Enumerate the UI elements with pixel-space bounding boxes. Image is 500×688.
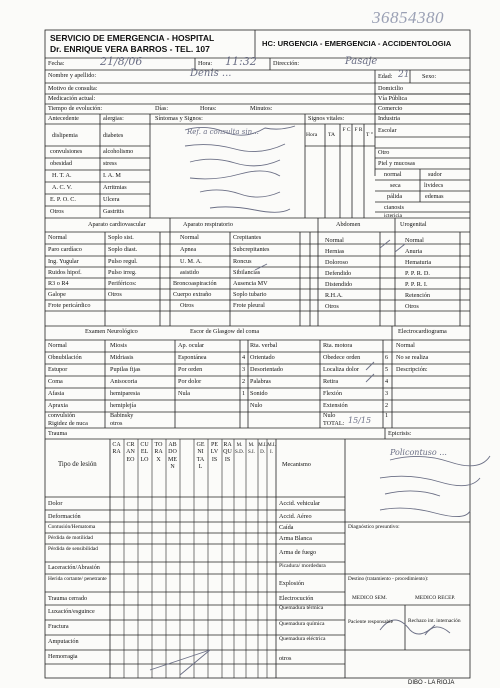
ocular-item: Espontánea: [178, 354, 207, 361]
antecedente-item: dislipemia: [52, 132, 78, 139]
motora-item: Nulo: [323, 412, 336, 419]
lesion-col-raquis: RAQUIS: [223, 442, 232, 463]
horas-label: Horas:: [200, 105, 217, 112]
cardio-item: Periféricos:: [108, 280, 137, 287]
lesion-col-mii: M.I.I.: [267, 443, 276, 456]
stamp-number: 36854380: [372, 8, 444, 27]
tiempo-label: Tiempo de evolución:: [48, 105, 103, 112]
neuro-mid-item: Anisocoria: [110, 378, 138, 385]
fecha-value: 21/8/06: [100, 55, 143, 68]
abdomen-item: Defendido: [325, 270, 352, 277]
medico-sem-label: MEDICO SEM.: [352, 595, 388, 601]
resp-item: Crepitantes: [233, 234, 262, 241]
antecedente-item: obesidad: [50, 160, 72, 167]
vital-col: Hora: [306, 132, 318, 138]
neuro-mid-item: Miosis: [110, 342, 127, 349]
vital-col: F C: [342, 127, 351, 133]
piel-item: pálida: [387, 193, 403, 200]
antecedente-item: convulsiones: [50, 148, 83, 155]
antecedente-item: Otros: [50, 208, 64, 215]
ocular-item: Nula: [178, 390, 191, 397]
resp-item: U. M. A.: [180, 258, 202, 265]
cardio-item: Paro cardíaco: [48, 246, 82, 253]
resp-item: Otros: [180, 302, 194, 309]
motora-item: Localiza dolor: [323, 366, 359, 373]
resp-item: asistido: [180, 269, 199, 276]
domicilio-label: Domicilio: [378, 85, 404, 92]
motora-score: 6: [385, 354, 389, 361]
urogenital-item: Anuria: [405, 248, 423, 255]
motora-score: 4: [385, 378, 389, 385]
lesion-row: Herida cortante/ penetrante: [48, 576, 107, 582]
nombre-value: Denis ...: [190, 68, 232, 79]
antecedente-item: Ulcera: [103, 196, 120, 203]
abdomen-item: Normal: [325, 237, 344, 244]
ocular-score: 1: [242, 390, 246, 397]
ocular-title: Ap. ocular: [178, 342, 205, 349]
ocular-score: 4: [242, 354, 246, 361]
cardio-item: Frote pericárdico: [48, 302, 91, 309]
neuro-left-item: Afasia: [48, 390, 65, 397]
antecedente-item: alcoholismo: [103, 148, 134, 155]
ecg-item: No se realiza: [396, 354, 429, 361]
total-value: 15/15: [348, 416, 372, 425]
lesion-col-mid: M.I.D.: [258, 443, 267, 456]
fecha-label: Fecha:: [48, 60, 65, 67]
resp-item: Frote pleural: [233, 302, 265, 309]
lesion-col-msd: M.S.D.: [235, 443, 244, 456]
lesion-col-cara: CARA: [112, 442, 121, 456]
industria-label: Industria: [378, 115, 400, 122]
cardio-item: Pulso regul.: [108, 258, 138, 265]
resp-item: Broncoaspiración: [173, 280, 217, 287]
neuro-mid-item: hemiplejía: [110, 402, 137, 409]
cardio-item: Soplo diast.: [108, 246, 138, 253]
neuro-mid-item: Pupilas fijas: [110, 366, 141, 373]
lesion-col-msi: M.S.I.: [248, 443, 255, 456]
lesion-col-torax: TORAX: [154, 442, 163, 463]
piel-item: lividecs: [424, 182, 444, 189]
vital-col: T °: [366, 132, 373, 138]
lesion-col-abdomen: ABDOMEN: [168, 442, 177, 470]
motivo-label: Motivo de consulta:: [48, 85, 98, 92]
antecedente-item: H. T. A.: [52, 172, 72, 179]
piel-item: normal: [384, 171, 402, 178]
epicrisis-label: Epicrisis:: [388, 430, 412, 437]
neuro-mid-item: hemiparesia: [110, 390, 140, 397]
mecanismo-row: Quemadura eléctrica: [279, 636, 326, 642]
mecanismo-row: Arma de fuego: [279, 549, 317, 556]
antecedente-item: I. A. M: [103, 172, 121, 179]
vital-col: TA: [328, 132, 336, 138]
antecedente-item: Gastritis: [103, 208, 124, 215]
lesion-row: Pérdida de motilidad: [48, 535, 93, 541]
cardio-title: Aparato cardiovascular: [88, 221, 146, 228]
mecanismo-row: Explosión: [279, 580, 305, 587]
resp-item: Normal: [180, 234, 199, 241]
via-publica-label: Vía Pública: [378, 95, 408, 102]
urogenital-item: Otros: [405, 303, 419, 310]
mecanismo-row: Arma Blanca: [279, 535, 312, 542]
ocular-score: 2: [242, 378, 246, 385]
neuro-left-item: Estupor: [48, 366, 68, 373]
abdomen-title: Abdomen: [336, 221, 361, 228]
edad-label: Edad:: [378, 73, 393, 80]
neuro-left-item: Coma: [48, 378, 63, 385]
antecedente-item: E. P. O. C.: [50, 196, 76, 203]
motora-score: 3: [385, 390, 389, 397]
motora-item: Obedece orden: [323, 354, 361, 361]
neuro-title: Examen Neurológico: [85, 328, 138, 335]
urogenital-item: Normal: [405, 237, 424, 244]
antecedente-item: diabetes: [103, 132, 124, 139]
motora-title: Rta. motora: [323, 342, 353, 349]
resp-item: Soplo tubario: [233, 291, 267, 298]
escolar-label: Escolar: [378, 127, 397, 134]
resp-item: Sibilancias: [233, 269, 261, 276]
resp-item: Subcrepitantes: [233, 246, 270, 253]
resp-title: Aparato respiratorio: [183, 221, 233, 228]
cardio-item: Ruidos hipof.: [48, 269, 82, 276]
lesion-row: Deformación: [48, 513, 81, 520]
lesion-col-pelvis: PELVIS: [210, 442, 219, 463]
motora-item: Retira: [323, 378, 339, 385]
mecanismo-row: Accid. vehicular: [279, 500, 320, 507]
vital-col: F R: [354, 127, 363, 133]
verbal-item: Palabras: [250, 378, 271, 385]
resp-item: Ausencia MV: [233, 280, 268, 287]
tipo-lesion-label: Tipo de lesión: [58, 461, 97, 468]
minutos-label: Minutos:: [250, 105, 273, 112]
ocular-item: Por dolor: [178, 378, 202, 385]
trauma-title: Trauma: [48, 430, 68, 437]
comercio-label: Comercio: [378, 105, 403, 112]
rechazo-label: Rechazo int. internación: [408, 618, 461, 624]
motora-score: 1: [385, 412, 389, 419]
urogenital-item: Hematuria: [405, 259, 432, 266]
motora-item: Extensión: [323, 402, 348, 409]
sintomas-label: Síntomas y Signos:: [155, 115, 203, 122]
mecanismo-label: Mecanismo: [282, 461, 311, 468]
paciente-resp-label: Paciente responsable: [348, 619, 394, 625]
abdomen-item: Hernias: [325, 248, 345, 255]
sintomas-value: Ref. a consulta sin...: [187, 128, 259, 136]
cardio-item: Normal: [48, 234, 67, 241]
alergias-label: alergias:: [103, 115, 124, 122]
piel-item: sudor: [428, 171, 442, 178]
lesion-row: Fractura: [48, 623, 69, 630]
piel-item: edemas: [425, 193, 444, 200]
mecanismo-row: Picadura/ mordedura: [279, 563, 326, 569]
lesion-row: Luxación/esguince: [48, 608, 95, 615]
verbal-item: Desorientado: [250, 366, 283, 373]
neuro-left-item: Obnubilación: [48, 354, 82, 361]
lesion-row: Contusión/Hematoma: [48, 524, 96, 530]
edad-value: 21: [398, 70, 410, 80]
total-label: TOTAL:: [323, 420, 345, 427]
mecanismo-row: Accid. Aéreo: [279, 513, 312, 520]
motora-score: 5: [385, 366, 389, 373]
verbal-item: Sonido: [250, 390, 268, 397]
resp-item: Roncus: [233, 258, 252, 265]
footer: DIBO - LA RIOJA: [408, 680, 455, 686]
neuro-left-item: Normal: [48, 342, 67, 349]
cardio-item: Otros: [108, 291, 122, 298]
motora-item: Flexión: [323, 390, 342, 397]
verbal-item: Nulo: [250, 402, 263, 409]
lesion-row: Trauma cerrado: [48, 595, 88, 602]
institution-line2: Dr. ENRIQUE VERA BARROS - TEL. 107: [50, 44, 210, 54]
abdomen-item: Distendido: [325, 281, 353, 288]
neuro-mid-item: otros: [110, 420, 123, 427]
cardio-item: Ing. Yugular: [48, 258, 79, 265]
medicacion-label: Medicación actual:: [48, 95, 96, 102]
mecanismo-row: otros: [279, 655, 292, 662]
verbal-title: Rta. verbal: [250, 342, 278, 349]
sexo-label: Sexo:: [422, 73, 437, 80]
cardio-item: Soplo sist.: [108, 234, 134, 241]
glasgow-title: Escor de Glasgow del coma: [190, 328, 260, 335]
direccion-label: Dirección:: [273, 60, 300, 67]
mecanismo-row: Caída: [279, 524, 294, 531]
piel-item: ictericia: [384, 213, 403, 219]
neuro-left-item: Rigidez de nuca: [48, 420, 88, 427]
abdomen-item: Doloroso: [325, 259, 349, 266]
lesion-row: Dolor: [48, 500, 63, 507]
abdomen-item: Otros: [325, 303, 339, 310]
antecedente-label: Antecedente: [48, 115, 79, 122]
neuro-left-item: convulsión: [48, 412, 76, 419]
lesion-row: Pérdida de sensibilidad: [48, 546, 99, 552]
piel-item: seca: [390, 182, 401, 189]
hc-title: HC: URGENCIA - EMERGENCIA - ACCIDENTOLOGIA: [262, 39, 452, 48]
verbal-item: Orientado: [250, 354, 275, 361]
urogenital-item: Retención: [405, 292, 431, 299]
lesion-col-craneo: CRANEO: [126, 442, 135, 463]
mecanismo-row: Quemadura química: [279, 621, 325, 627]
resp-item: Cuerpo extraño: [173, 291, 212, 298]
neuro-mid-item: Midriasis: [110, 354, 134, 361]
mecanismo-row: Quemadura térmica: [279, 605, 324, 611]
destino-label: Destino (tratamiento - procedimiento):: [348, 576, 429, 582]
piel-item: cianosis: [384, 204, 404, 211]
signos-vitales-label: Signos vitales:: [308, 115, 345, 122]
ocular-item: Por orden: [178, 366, 203, 373]
ecg-item: Descripción:: [396, 366, 428, 373]
antecedente-item: A. C. V.: [52, 184, 72, 191]
cardio-item: Galope: [48, 291, 66, 298]
ecg-title: Electrocardiograma: [398, 328, 447, 335]
urogenital-title: Urogenital: [400, 221, 427, 228]
otro-label: Otro: [378, 149, 390, 156]
neuro-mid-item: Babinsky: [110, 412, 134, 419]
dias-label: Días:: [155, 105, 169, 112]
lesion-row: Laceración/Abrasión: [48, 564, 100, 571]
lesion-row: Amputación: [48, 638, 79, 645]
epicrisis-value: Policontuso ...: [390, 448, 447, 457]
institution-line1: SERVICIO DE EMERGENCIA - HOSPITAL: [50, 33, 215, 43]
cardio-item: Pulso irreg.: [108, 269, 137, 276]
abdomen-item: R.H.A.: [325, 292, 343, 299]
hora-value: 11:32: [225, 55, 257, 68]
direccion-value: Pasaje: [345, 56, 378, 67]
urogenital-item: P. P. R. I.: [405, 281, 428, 288]
neuro-left-item: Apraxia: [48, 402, 68, 409]
ocular-score: 3: [242, 366, 246, 373]
motora-score: 2: [385, 402, 389, 409]
nombre-label: Nombre y apellido:: [48, 72, 97, 79]
diag-label: Diagnóstico presuntivo:: [348, 524, 400, 530]
antecedente-item: Arritmias: [103, 184, 127, 191]
lesion-col-cuello: CUELLO: [140, 442, 149, 463]
hora-label: Hora:: [198, 60, 213, 67]
lesion-row: Hemorragia: [48, 653, 78, 660]
lesion-col-genital: GENITAL: [196, 442, 205, 470]
antecedente-item: stress: [103, 160, 117, 167]
mecanismo-row: Electrocución: [279, 595, 314, 602]
cardio-item: R3 o R4: [48, 280, 69, 287]
resp-item: Apnea: [180, 246, 197, 253]
ecg-item: Normal: [396, 342, 415, 349]
urogenital-item: P. P. R. D.: [405, 270, 430, 277]
piel-label: Piel y mucosas: [378, 160, 416, 167]
medico-recep-label: MEDICO RECEP.: [415, 595, 456, 601]
